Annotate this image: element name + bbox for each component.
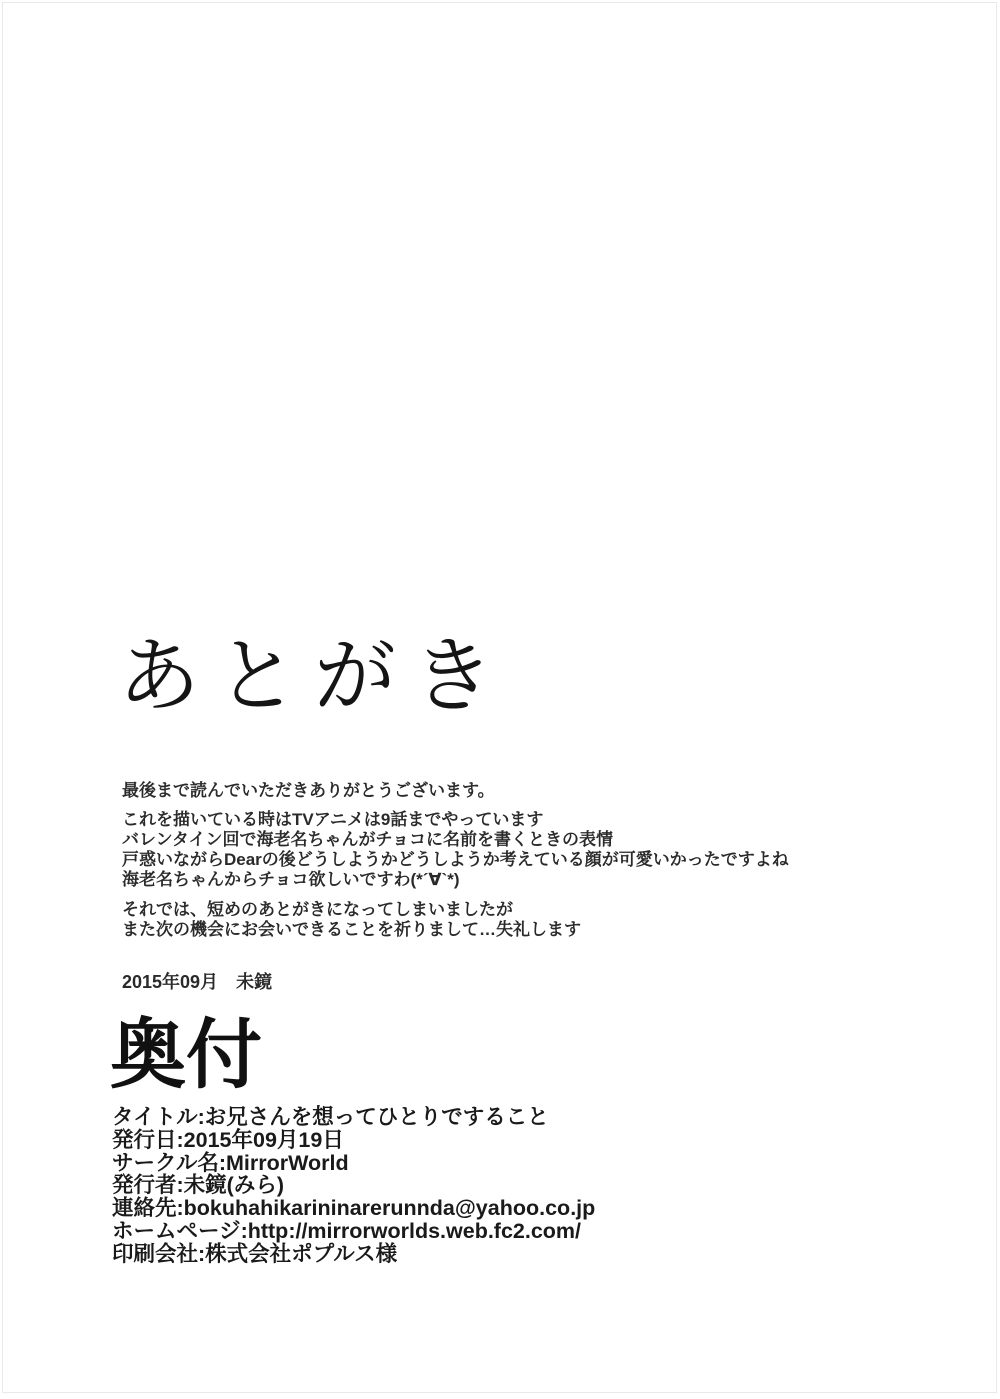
afterword-text-line: 海老名ちゃんからチョコ欲しいですわ(*´∀`*) [122, 870, 460, 889]
afterword-text-line: 最後まで読んでいただきありがとうございます。 [122, 781, 495, 800]
colophon-line-printing-company: 印刷会社:株式会社ポプルス様 [112, 1241, 398, 1266]
colophon-heading: 奥付 [110, 1013, 262, 1098]
colophon-line-contact-email: 連絡先:bokuhahikarininarerunnda@yahoo.co.jp [112, 1196, 596, 1221]
afterword-heading: あとがき [118, 631, 511, 722]
afterword-paragraph-thanks [122, 781, 495, 801]
colophon-line-publisher: 発行者:未鏡(みら) [112, 1173, 284, 1198]
afterword-text-line: それでは、短めのあとがきになってしまいましたが [122, 900, 513, 919]
afterword-text-line: また次の機会にお会いできることを祈りまして…失礼します [122, 920, 581, 939]
afterword-paragraph-anime [122, 810, 789, 890]
colophon-line-title: タイトル:お兄さんを想ってひとりですること [112, 1105, 549, 1129]
colophon-line-circle-name: サークル名:MirrorWorld [112, 1150, 349, 1175]
afterword-text-line: 戸惑いながらDearの後どうしようかどうしようか考えている顔が可愛いかったですよね [122, 850, 789, 869]
afterword-text-line: バレンタイン回で海老名ちゃんがチョコに名前を書くときの表情 [122, 830, 614, 849]
colophon-line-publish-date: 発行日:2015年09月19日 [112, 1127, 344, 1152]
colophon-line-homepage-url: ホームページ:http://mirrorworlds.web.fc2.com/ [112, 1218, 582, 1243]
afterword-text-line: これを描いている時はTVアニメは9話までやっています [122, 810, 544, 829]
afterword-paragraph-closing [122, 900, 581, 940]
date-and-author-credit: 2015年09月 未鏡 [122, 972, 273, 992]
colophon-info-block [112, 1106, 595, 1266]
